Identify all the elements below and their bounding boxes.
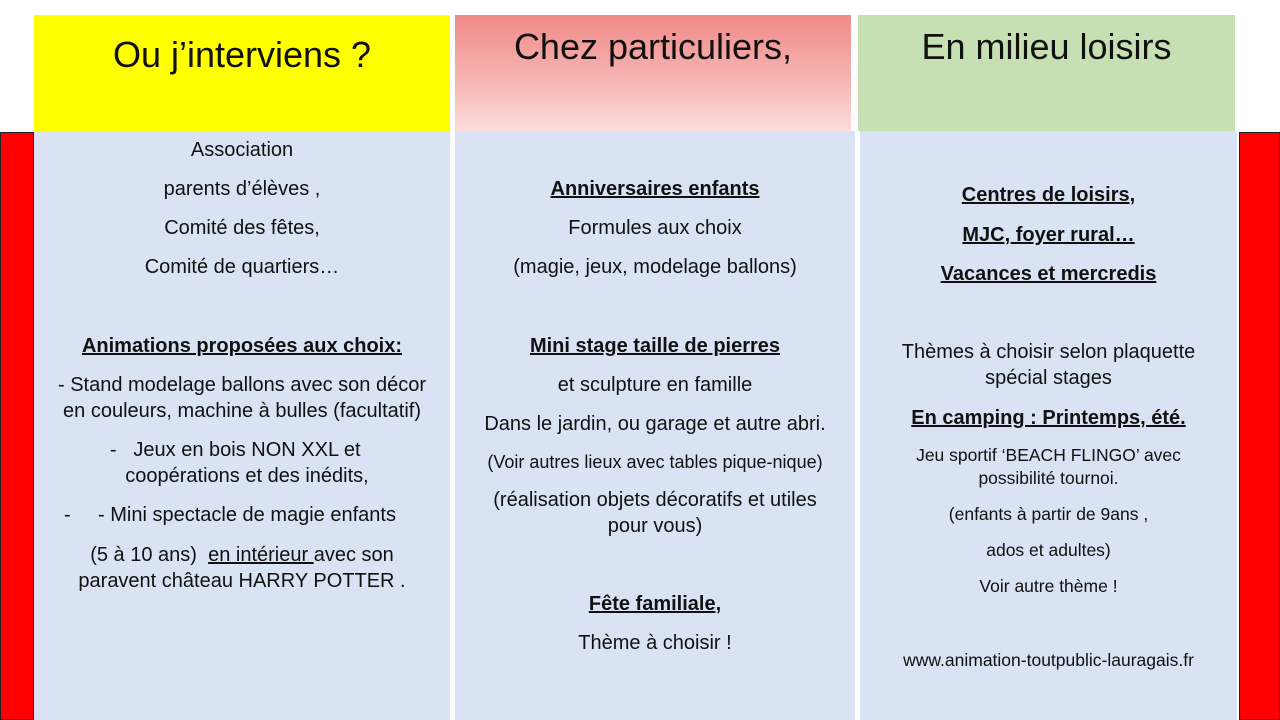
en-interieur: en intérieur [208,544,314,566]
enfants-text: (enfants à partir de 9ans , [948,504,1149,524]
sculpture-text: et sculpture en famille [557,374,753,396]
panel-where [34,131,450,720]
paravent-text: paravent château HARRY POTTER . [78,570,406,592]
realisation-line-1: (réalisation objets décoratifs et utiles [493,489,817,511]
parents-text: parents d’élèves , [163,178,321,200]
jeux-line-2: coopérations et des inédits, [125,465,369,487]
panel-leisure [860,131,1237,720]
header-individuals [455,15,851,131]
mini-stage-title: Mini stage taille de pierres [529,335,781,357]
age-prefix: (5 à 10 ans) [90,544,197,566]
right-red-bar [1239,132,1280,720]
jeu-line-2: possibilité tournoi. [978,468,1119,488]
panel-individuals [455,131,855,720]
header-leisure-title: En milieu loisirs [921,26,1172,67]
header-leisure [858,15,1235,131]
mjc-title: MJC, foyer rural… [962,224,1135,246]
vacances-title: Vacances et mercredis [940,263,1157,285]
website-text: www.animation-toutpublic-lauragais.fr [903,650,1194,670]
themes-line-1: Thèmes à choisir selon plaquette [901,341,1196,363]
age-suffix: avec son [313,544,394,566]
stand-line-1: - Stand modelage ballons avec son décor [57,374,426,396]
realisation-line-2: pour vous) [607,515,703,537]
age-line [34,542,450,568]
jardin-text: Dans le jardin, ou garage et autre abri. [484,413,826,435]
theme-text: Thème à choisir ! [578,632,732,654]
voir-lieux-text: (Voir autres lieux avec tables pique-nique) [487,452,823,472]
centres-title: Centres de loisirs, [961,184,1136,206]
fete-title: Fête familiale, [588,593,722,615]
assoc-text: Association [190,139,294,161]
header-where [34,15,450,131]
bullet-jeux: - [110,439,117,461]
camping-title: En camping : Printemps, été. [911,407,1186,429]
mini-spectacle-text: - Mini spectacle de magie enfants [98,504,396,526]
header-individuals-title: Chez particuliers, [513,26,793,67]
anniversaires-title: Anniversaires enfants [550,178,760,200]
animations-title: Animations proposées aux choix: [81,335,403,357]
jeu-line-1: Jeu sportif ‘BEACH FLINGO’ avec [916,445,1181,465]
jeux-line-1: Jeux en bois NON XXL et [133,439,361,461]
themes-line-2: spécial stages [985,367,1112,389]
voir-autre-text: Voir autre thème ! [979,576,1118,596]
left-red-bar [0,132,34,720]
stand-line-2: en couleurs, machine à bulles (facultatif) [63,400,421,422]
header-where-title: Ou j’interviens ? [112,34,372,75]
bullet-spectacle: - [64,504,71,526]
ados-text: ados et adultes) [986,540,1111,560]
comite-quartiers-text: Comité de quartiers… [144,256,340,278]
formules-text: Formules aux choix [568,217,742,239]
comite-fetes-text: Comité des fêtes, [164,217,320,239]
magie-text: (magie, jeux, modelage ballons) [513,256,797,278]
